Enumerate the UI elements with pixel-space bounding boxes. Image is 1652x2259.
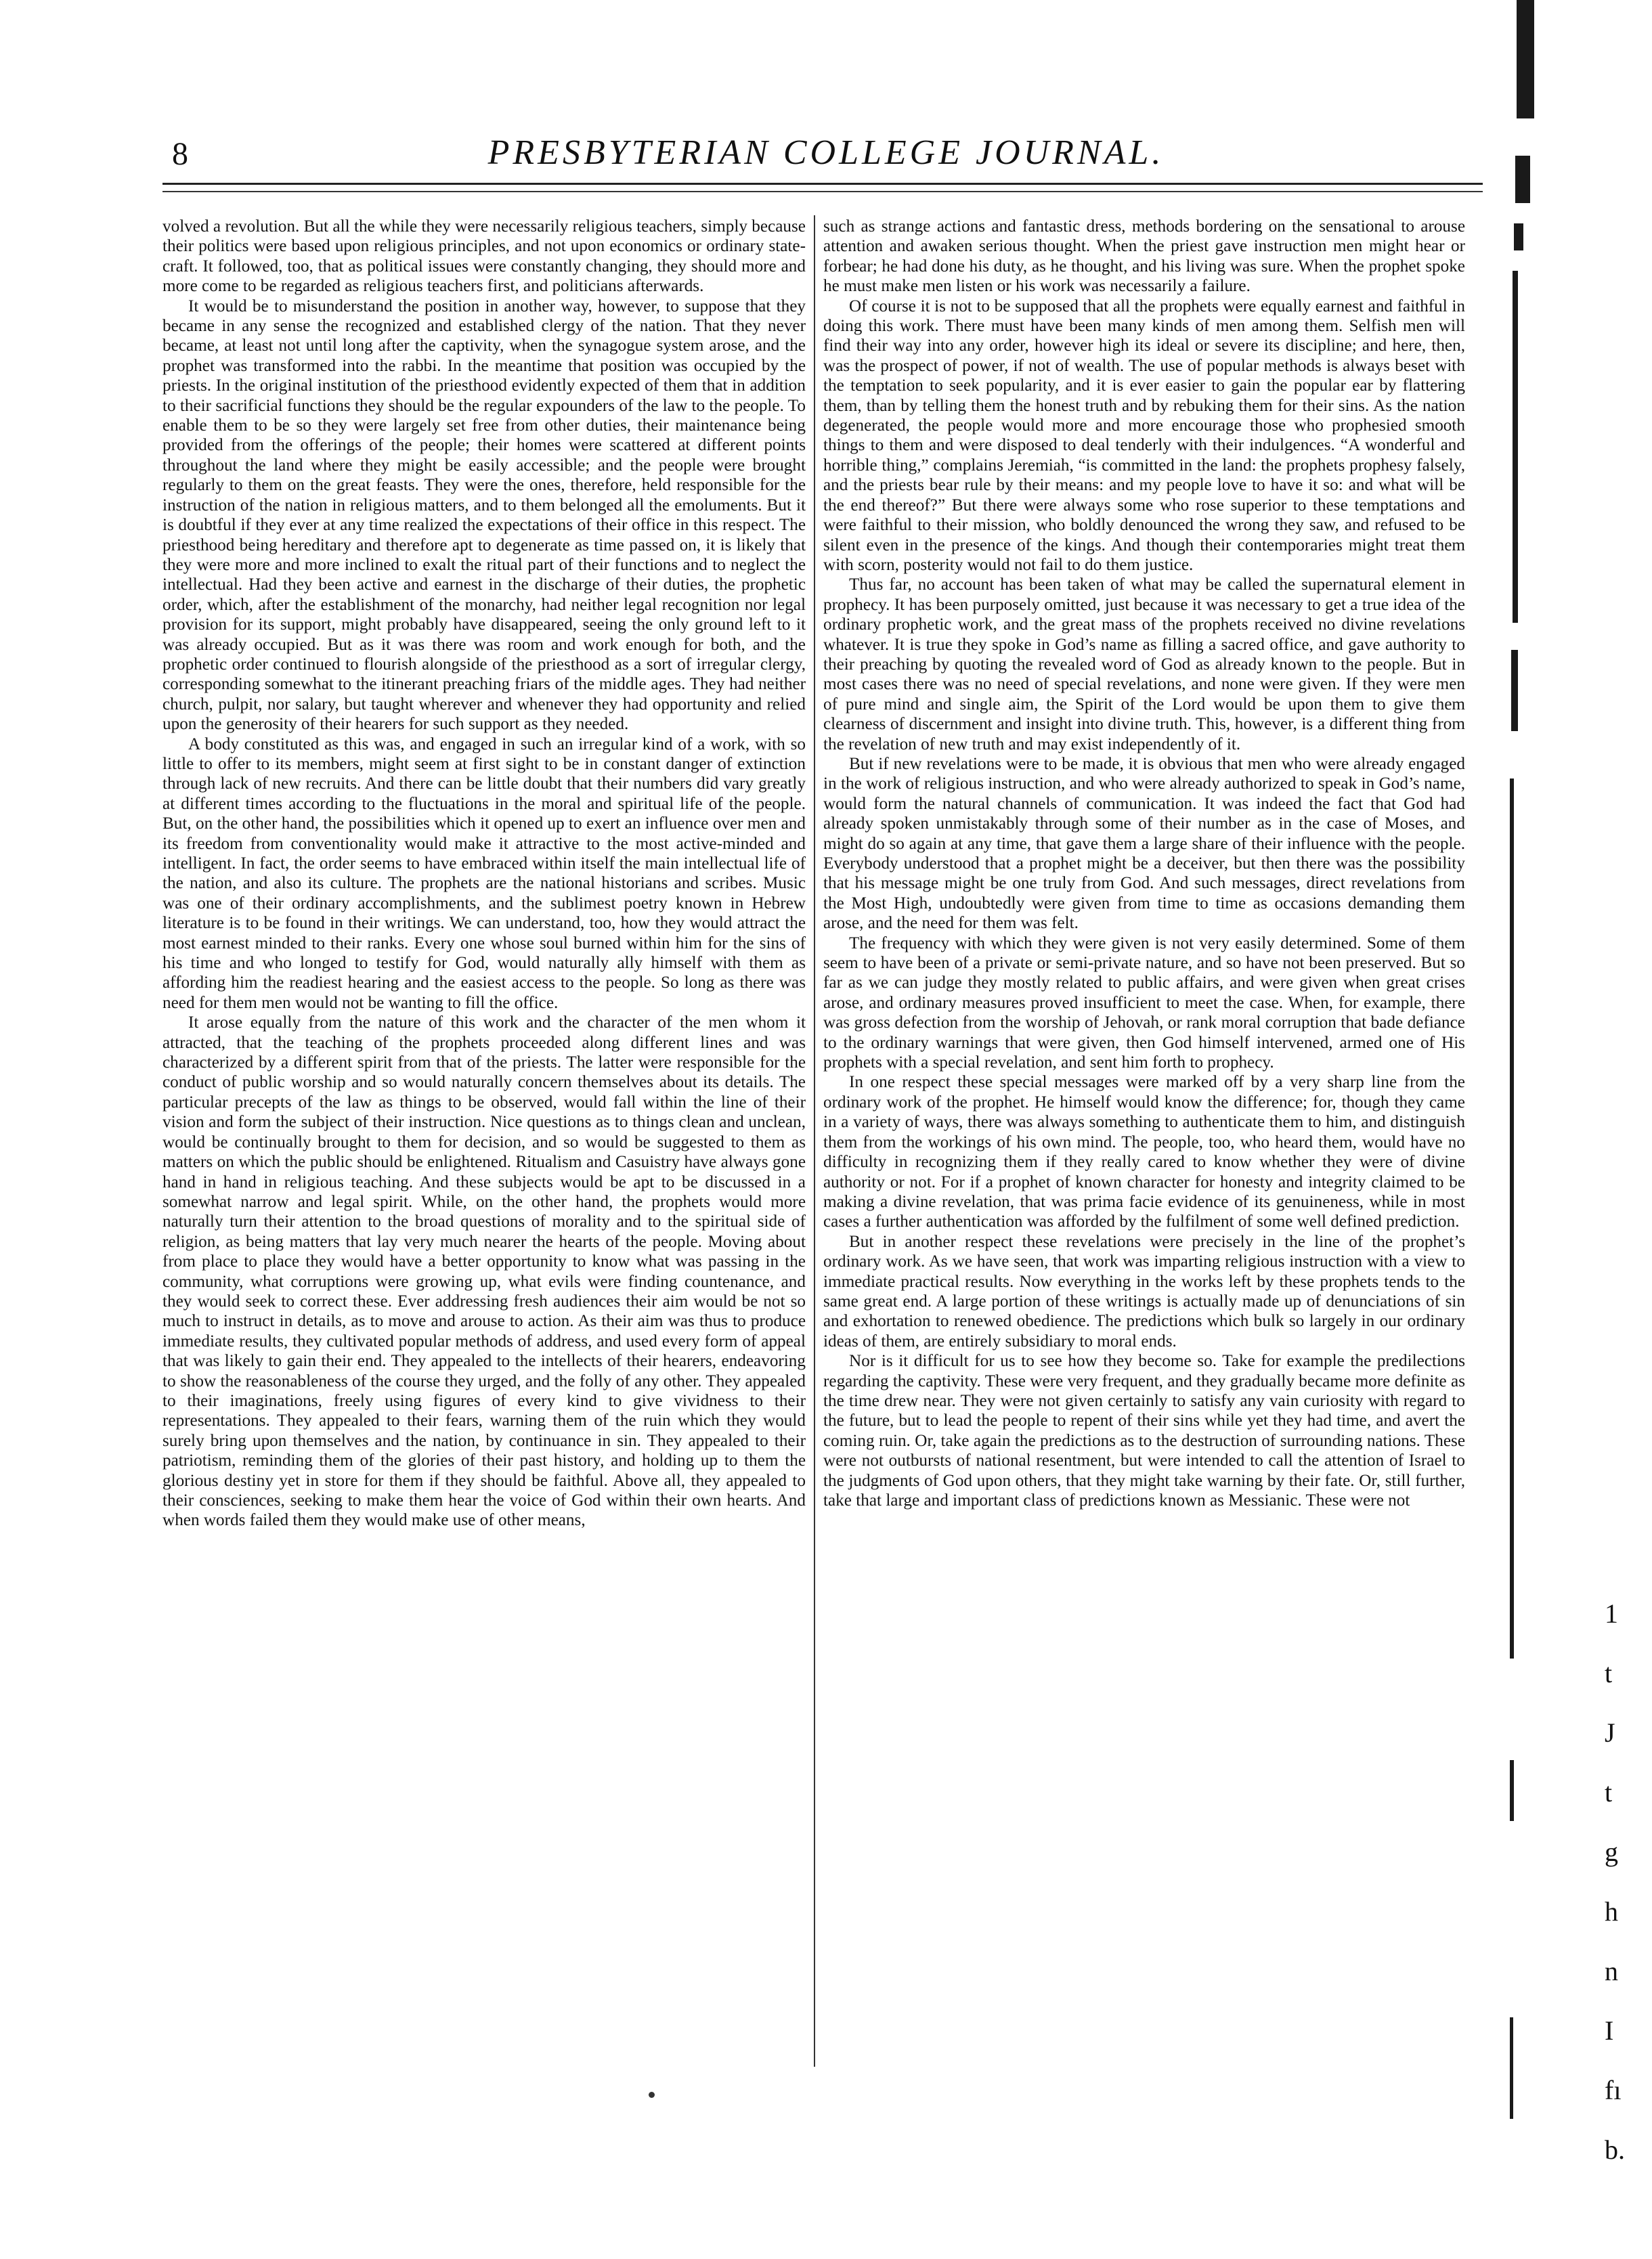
paragraph: But if new revelations were to be made, it is obvious that men who were already engaged in the work of religious instruction, and who were already authorized to speak in God’s name, would form the natural channels of communication. It was indeed the fact that God had already spoken unmistakably through some of their number as in the case of Moses, and might do so again at any time, that gave them a large share of their influence with the people. Everybody understood that a prophet might be a deceiver, but then there was the possibility that his message might be one truly from God. And such messages, direct revelations from the Most High, undoubtedly were given from time to time as occasions demanding them arose, and the need for them was felt.: [823, 754, 1465, 933]
margin-letter: t: [1605, 1777, 1613, 1807]
paragraph: In one respect these special messages were marked off by a very sharp line from the ordinary work of the prophet. He himself would know the difference; for, though they came in a variety of ways, there was always something to authenticate them to him, and distinguish them from the workings of his own mind. The people, too, who heard them, would have no difficulty in recognizing them if they really cared to know whether they were of divine authority or not. For if a prophet of known character for honesty and integrity claimed to be making a divine revelation, that was prima facie evidence of its genuineness, while in most cases a further authentication was afforded by the fulfilment of some well defined prediction.: [823, 1073, 1465, 1231]
margin-letter: 1: [1605, 1598, 1618, 1629]
margin-letter: t: [1605, 1658, 1613, 1688]
column-divider: [814, 215, 815, 2067]
paragraph: such as strange actions and fantastic dress, methods bordering on the sensational to arouse attention and awaken serious thought. When the priest gave instruction men might hear or forbear; he had done his duty, as he thought, and his living was sure. When the prophet spoke he must make men listen or his work was necessarily a failure.: [823, 217, 1465, 296]
margin-letter: I: [1605, 2015, 1614, 2046]
right-column: [823, 217, 1465, 2061]
header-rule-thin: [162, 191, 1483, 192]
ink-dot: [649, 2092, 655, 2098]
margin-letters: [1605, 1584, 1645, 2180]
paragraph: But in another respect these revelations were precisely in the line of the prophet’s ordinary work. As we have seen, that work was imparting religious instruction with a view to immediate practical results. Now everything in the works left by these prophets tends to the same great end. A large portion of these writings is actually made up of denunciations of sin and exhortation to renewed obedience. The predictions which bulk so largely in our ordinary ideas of them, are entirely subsidiary to moral ends.: [823, 1232, 1465, 1351]
paragraph: Nor is it difficult for us to see how they become so. Take for example the predilections regarding the captivity. These were very frequent, and they gradually became more definite as the time drew near. They were not given certainly to satisfy any vain curiosity with regard to the future, but to lead the people to repent of their sins while yet they had time, and avert the coming ruin. Or, take again the predictions as to the destruction of surrounding nations. These were not outbursts of national resentment, but were intended to call the attention of Israel to the judgments of God upon others, that they might take warning by their fate. Or, still further, take that large and important class of predictions known as Messianic. These were not: [823, 1352, 1465, 1510]
margin-letter: b.: [1605, 2134, 1625, 2165]
header-rule: [162, 183, 1483, 185]
paragraph: Thus far, no account has been taken of what may be called the supernatural element in prophecy. It has been purposely omitted, just because it was necessary to get a true idea of the ordinary prophetic work, and the great mass of the prophets received no divine revelations whatever. It is true they spoke in God’s name as filling a sacred office, and gave authority to their preaching by quoting the revealed word of God as already known to the people. But in most cases there was no need of special revelations, and none were given. If they were men of pure mind and single aim, the Spirit of the Lord would be upon them to give them clearness of discernment and insight into divine truth. This, however, is a different thing from the revelation of new truth and may exist independently of it.: [823, 575, 1465, 753]
margin-letter: n: [1605, 1956, 1618, 1986]
margin-letter: J: [1605, 1717, 1615, 1748]
paragraph: It arose equally from the nature of this work and the character of the men whom it attracted, that the teaching of the prophets proceeded along different lines and was characterized by a different spirit from that of the priests. The latter were responsible for the conduct of public worship and so would naturally concern themselves about its details. The particular precepts of the law as things to be observed, would fall within the line of their vision and form the subject of their instruction. Nice questions as to things clean and unclean, would be continually brought to them for decision, and so would be suggested to them as matters on which the public should be enlightened. Ritualism and Casuistry have always gone hand in hand in religious teaching. And these subjects would be apt to be discussed in a somewhat narrow and legal spirit. While, on the other hand, the prophets would more naturally turn their attention to the broad questions of morality and to the spiritual side of religion, as being matters that lay very much nearer the hearts of the people. Moving about from place to place they would have a better opportunity to know what was passing in the community, what corruptions were growing up, what evils were finding countenance, and they would seek to correct these. Ever addressing fresh audiences their aim would be not so much to instruct in details, as to move and arouse to action. As their aim was thus to produce immediate results, they cultivated popular methods of address, and used every form of appeal that was likely to gain their end. They appealed to the intellects of their hearers, endeavoring to show the reasonableness of the course they urged, and the folly of any other. They appealed to their imaginations, freely using figures of every kind to give vividness to their representations. They appealed to their fears, warning them of the ruin which they would surely bring upon themselves and the nation, by continuance in sin. They appealed to their patriotism, reminding them of the glories of their past history, and holding up to them the glorious destiny yet in store for them if they should be faithful. Above all, they appealed to their consciences, seeking to make them hear the voice of God within their own hearts. And when words failed them they would make use of other means,: [162, 1013, 806, 1530]
paragraph: A body constituted as this was, and engaged in such an irregular kind of a work, with so little to offer to its members, might seem at first sight to be in constant danger of extinction through lack of new recruits. And there can be little doubt that their numbers did vary greatly at different times according to the fluctuations in the moral and spiritual life of the people. But, on the other hand, the possibilities which it opened up to exert an influence over men and its freedom from conventionality would make it attractive to the most active-minded and intelligent. In fact, the order seems to have embraced within itself the main intellectual life of the nation, and also its culture. The prophets are the national historians and scribes. Music was one of their ordinary accomplishments, and the sublimest poetry known in Hebrew literature is to be found in their writings. We can understand, too, how they would attract the most earnest minded to their ranks. Every one whose soul burned within him for the sins of his time and who longed to testify for God, would naturally ally himself with them as affording him the readiest hearing and the easiest access to the people. So long as there was need for them men would not be wanting to fill the office.: [162, 734, 806, 1012]
running-title: PRESBYTERIAN COLLEGE JOURNAL.: [487, 133, 1165, 172]
paragraph: It would be to misunderstand the position in another way, however, to suppose that they became in any sense the recognized and established clergy of the nation. That they never became, at least not until long after the captivity, when the synagogue system arose, and the prophet was transformed into the rabbi. In the meantime that position was occupied by the priests. In the original institution of the priesthood evidently expected of them that in addition to their sacrificial functions they should be the regular expounders of the law to the people. To enable them to be so they were largely set free from other duties, their maintenance being provided from the offerings of the people; their homes were scattered at different points throughout the land where they might be easily accessible; and the people were brought regularly to them on the great feasts. They were the ones, therefore, held responsible for the instruction of the nation in religious matters, and to them belonged all the emoluments. But it is doubtful if they ever at any time realized the expectations of their office in this respect. The priesthood being hereditary and therefore apt to degenerate as time passed on, it is likely that they were more and more inclined to exalt the ritual part of their functions and to neglect the intellectual. Had they been active and earnest in the discharge of their duties, the prophetic order, which, after the establishment of the monarchy, had neither legal recognition nor legal provision for its support, might probably have disappeared, seeing the only ground left to it was already occupied. But as it was there was room and work enough for both, and the prophetic order continued to flourish alongside of the priesthood as a sort of irregular clergy, corresponding somewhat to the itinerant preaching friars of the middle ages. They had neither church, pulpit, nor salary, but taught wherever and whenever they had opportunity and relied upon the generosity of their hearers for such support as they needed.: [162, 297, 806, 734]
page-number: 8: [172, 136, 188, 172]
margin-letter: h: [1605, 1896, 1618, 1927]
paragraph: volved a revolution. But all the while they were necessarily religious teachers, simply because their politics were based upon religious principles, and not upon economics or ordinary state-craft. It followed, too, that as political issues were constantly changing, they should more and more come to be regarded as religious teachers first, and politicians afterwards.: [162, 217, 806, 296]
paragraph: Of course it is not to be supposed that all the prophets were equally earnest and faithful in doing this work. There must have been many kinds of men among them. Selfish men will find their way into any order, however high its ideal or severe its discipline; and here, then, was the prospect of power, if not of wealth. The use of popular methods is always beset with the temptation to seek popularity, and it is ever easier to gain the popular ear by flattering them, than by telling them the honest truth and by rebuking them for their sins. As the nation degenerated, the people would more and more encourage those who prophesied smooth things to them and were disposed to deal tenderly with their indulgences. “A wonderful and horrible thing,” complains Jeremiah, “is committed in the land: the prophets prophesy falsely, and the priests bear rule by their means: and my people love to have it so: and what will be the end thereof?” But there were always some who rose superior to these temptations and were faithful to their mission, who boldly denounced the wrong they saw, and refused to be silent even in the presence of the kings. And though their contemporaries might treat them with scorn, posterity would not fail to do them justice.: [823, 297, 1465, 574]
binding-edge-shadow: [1510, 0, 1536, 2259]
margin-letter: g: [1605, 1837, 1618, 1867]
left-column: [162, 217, 806, 2061]
paragraph: The frequency with which they were given is not very easily determined. Some of them seem to have been of a private or semi-private nature, and so have not been preserved. But so far as we can judge they mostly related to public affairs, and were given when great crises arose, and ordinary measures proved insufficient to meet the case. When, for example, there was gross defection from the worship of Jehovah, or rank moral corruption that bade defiance to the ordinary warnings that were given, then God himself intervened, armed one of His prophets with a special revelation, and sent him forth to prophecy.: [823, 934, 1465, 1072]
margin-letter: fı: [1605, 2075, 1622, 2105]
